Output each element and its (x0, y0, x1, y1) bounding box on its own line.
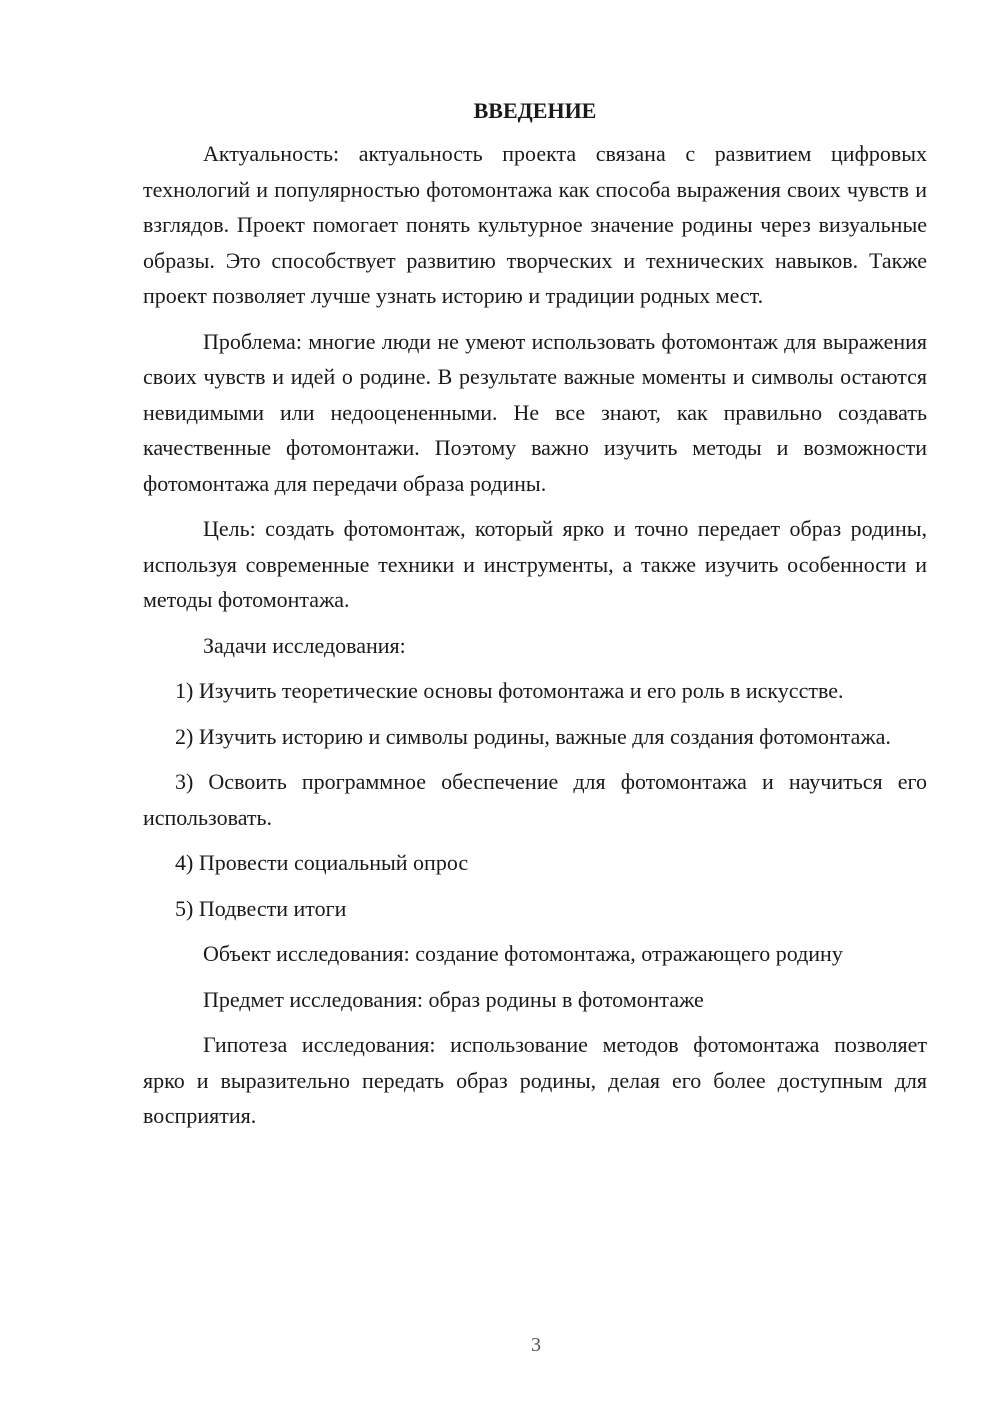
task-item-5: 5) Подвести итоги (175, 895, 347, 921)
paragraph-tasks-intro: Задачи исследования: (203, 632, 406, 658)
paragraph-subject: Предмет исследования: образ родины в фотомонтаже (203, 986, 704, 1012)
paragraph-object: Объект исследования: создание фотомонтажа, отражающего родину (203, 941, 843, 966)
section-heading: ВВЕДЕНИЕ (473, 98, 597, 123)
paragraph-relevance: Актуальность: актуальность проекта связана с развитием цифровых технологий и популярностью фотомонтажа как способа выражения своих чувств и взглядов. Проект помогает понять культурное значение родины через визуальные образы. Это способствует развитию творческих и технических навыков. Также проект позволяет лучше узнать историю и традиции родных мест. (143, 141, 927, 308)
paragraph-hypothesis: Гипотеза исследования: использование методов фотомонтажа позволяет ярко и выразительно передать образ родины, делая его более доступным для восприятия. (143, 1032, 927, 1128)
task-item-4: 4) Провести социальный опрос (175, 850, 469, 875)
paragraph-problem: Проблема: многие люди не умеют использовать фотомонтаж для выражения своих чувств и идей о родине. В результате важные моменты и символы остаются невидимыми или недооцененными. Не все знают, как правильно создавать качественные фотомонтажи. Поэтому важно изучить методы и возможности фотомонтажа для передачи образа родины. (143, 328, 927, 496)
page-number: 3 (531, 1334, 541, 1356)
paragraph-goal: Цель: создать фотомонтаж, который ярко и точно передает образ родины, используя современные техники и инструменты, а также изучить особенности и методы фотомонтажа. (143, 516, 927, 612)
task-item-1: 1) Изучить теоретические основы фотомонтажа и его роль в искусстве. (175, 678, 844, 703)
task-item-3: 3) Освоить программное обеспечение для фотомонтажа и научиться его использовать. (143, 769, 927, 830)
page-content (143, 96, 927, 1144)
task-item-2: 2) Изучить историю и символы родины, важные для создания фотомонтажа. (175, 723, 891, 749)
